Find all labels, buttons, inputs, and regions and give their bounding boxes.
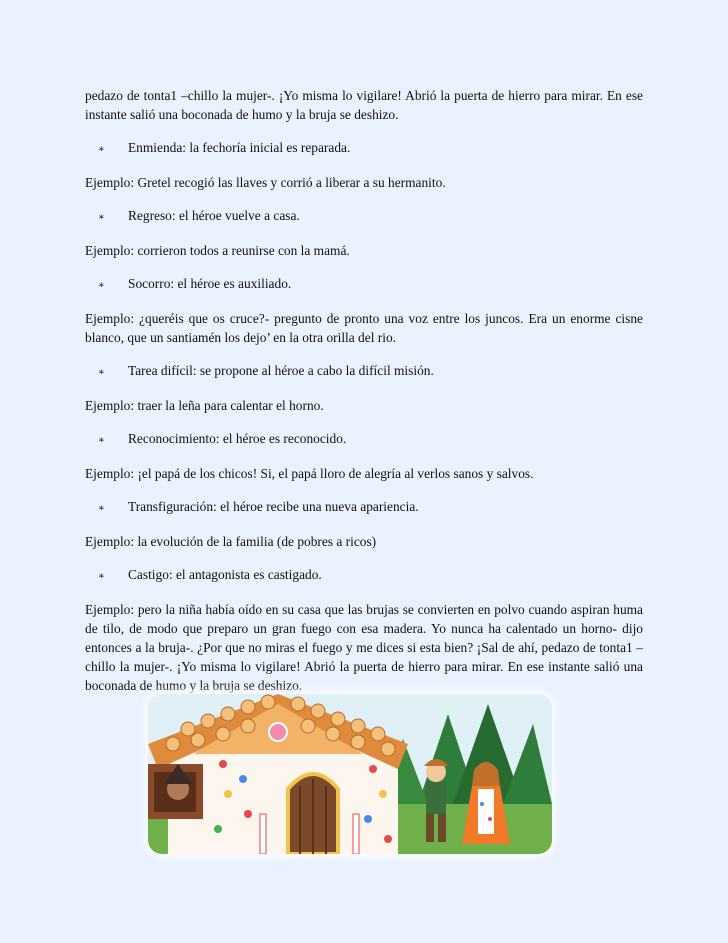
paragraph: Ejemplo: traer la leña para calentar el horno. [85, 398, 324, 413]
gingerbread-house-illustration [148, 694, 552, 854]
bullet-text: Enmienda: la fechoría inicial es reparada. [128, 140, 351, 155]
bullet-mark: ∗ [98, 571, 105, 582]
bullet-text: Tarea difícil: se propone al héroe a cabo la difícil misión. [128, 363, 434, 378]
bullet-item [85, 206, 643, 227]
hansel-gretel-illustration [148, 694, 552, 854]
bullet-mark: ∗ [98, 503, 105, 514]
paragraph: Ejemplo: ¿queréis que os cruce?- pregunto de pronto una voz entre los juncos. Era un enorme cisne blanco, que un santiamén los dejo’ en la otra orilla del rio. [85, 311, 643, 345]
bullet-text: Transfiguración: el héroe recibe una nueva apariencia. [128, 499, 419, 514]
paragraph: pedazo de tonta1 –chillo la mujer-. ¡Yo misma lo vigilare! Abrió la puerta de hierro para mirar. En ese instante salió una boconada de humo y la bruja se deshizo. [85, 88, 643, 122]
bullet-mark: ∗ [98, 435, 105, 446]
bullet-item [85, 429, 643, 450]
bullet-mark: ∗ [98, 212, 105, 223]
bullet-mark: ∗ [98, 144, 105, 155]
paragraph: Ejemplo: ¡el papá de los chicos! Si, el papá lloro de alegría al verlos sanos y salvos. [85, 466, 534, 481]
bullet-item [85, 361, 643, 382]
bullet-text: Regreso: el héroe vuelve a casa. [128, 208, 300, 223]
bullet-mark: ∗ [98, 280, 105, 291]
bullet-text: Socorro: el héroe es auxiliado. [128, 276, 292, 291]
paragraph: Ejemplo: la evolución de la familia (de pobres a ricos) [85, 534, 377, 549]
paragraph: Ejemplo: corrieron todos a reunirse con la mamá. [85, 243, 350, 258]
bullet-text: Castigo: el antagonista es castigado. [128, 567, 322, 582]
bullet-item [85, 565, 643, 586]
paragraph: Ejemplo: Gretel recogió las llaves y corrió a liberar a su hermanito. [85, 175, 446, 190]
bullet-item [85, 497, 643, 518]
bullet-text: Reconocimiento: el héroe es reconocido. [128, 431, 347, 446]
bullet-mark: ∗ [98, 367, 105, 378]
bullet-item [85, 274, 643, 295]
paragraph: Ejemplo: pero la niña había oído en su casa que las brujas se convierten en polvo cuando aspiran huma de tilo, de modo que preparo un gran fuego con esa madera. Yo nunca ha calentado un horno- dijo entonces a la bruja-. ¿Por que no miras el fuego y me dices si esta bien? ¡Sal de ahí, pedazo de tonta1 –chillo la mujer-. ¡Yo misma lo vigilare! Abrió la puerta de hierro para mirar. En ese instante salió una boconada de humo y la bruja se deshizo. [85, 602, 643, 693]
bullet-item [85, 138, 643, 159]
document-body [85, 86, 643, 709]
